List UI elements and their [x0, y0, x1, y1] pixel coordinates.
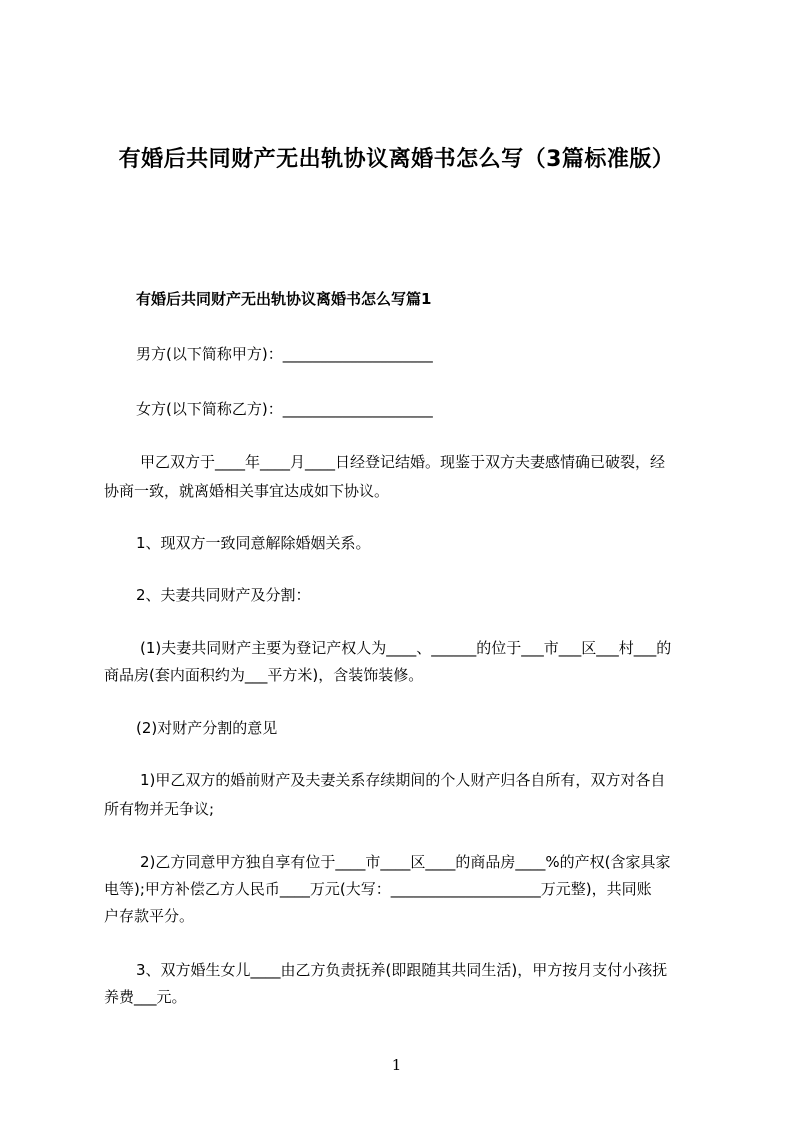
- clause-2-2-2-line-1: 2)乙方同意甲方独自享有位于____市____区____的商品房____%的产权(含家具家: [140, 853, 671, 871]
- clause-3-line-2: 养费___元。: [104, 988, 187, 1006]
- document-title: 有婚后共同财产无出轨协议离婚书怎么写（3篇标准版）: [118, 147, 675, 172]
- page-number: 1: [391, 1056, 402, 1074]
- section-heading: 有婚后共同财产无出轨协议离婚书怎么写篇1: [136, 290, 432, 308]
- clause-2-2: (2)对财产分割的意见: [136, 719, 278, 737]
- paragraph-marriage-line-2: 协商一致，就离婚相关事宜达成如下协议。: [104, 482, 390, 500]
- clause-2-1-line-1: (1)夫妻共同财产主要为登记产权人为____、______的位于___市___区___村___的: [140, 639, 672, 657]
- clause-2-2-2-line-2: 电等);甲方补偿乙方人民币____万元(大写：____________________万元整)，共同账: [104, 880, 652, 898]
- paragraph-party-b: 女方(以下简称乙方)：____________________: [136, 400, 433, 418]
- clause-2-2-2-line-3: 户存款平分。: [104, 907, 195, 925]
- clause-2: 2、夫妻共同财产及分割：: [136, 586, 311, 604]
- clause-2-2-1-line-1: 1)甲乙双方的婚前财产及夫妻关系存续期间的个人财产归各自所有，双方对各自: [140, 771, 666, 789]
- paragraph-party-a: 男方(以下简称甲方)：____________________: [136, 345, 433, 363]
- clause-1: 1、现双方一致同意解除婚姻关系。: [136, 534, 371, 552]
- clause-3-line-1: 3、双方婚生女儿____由乙方负责抚养(即跟随其共同生活)，甲方按月支付小孩抚: [136, 961, 668, 979]
- clause-2-2-1-line-2: 所有物并无争议;: [104, 800, 215, 818]
- paragraph-marriage-line-1: 甲乙双方于____年____月____日经登记结婚。现鉴于双方夫妻感情确已破裂，经: [140, 453, 666, 471]
- clause-2-1-line-2: 商品房(套内面积约为___平方米)，含装饰装修。: [104, 666, 424, 684]
